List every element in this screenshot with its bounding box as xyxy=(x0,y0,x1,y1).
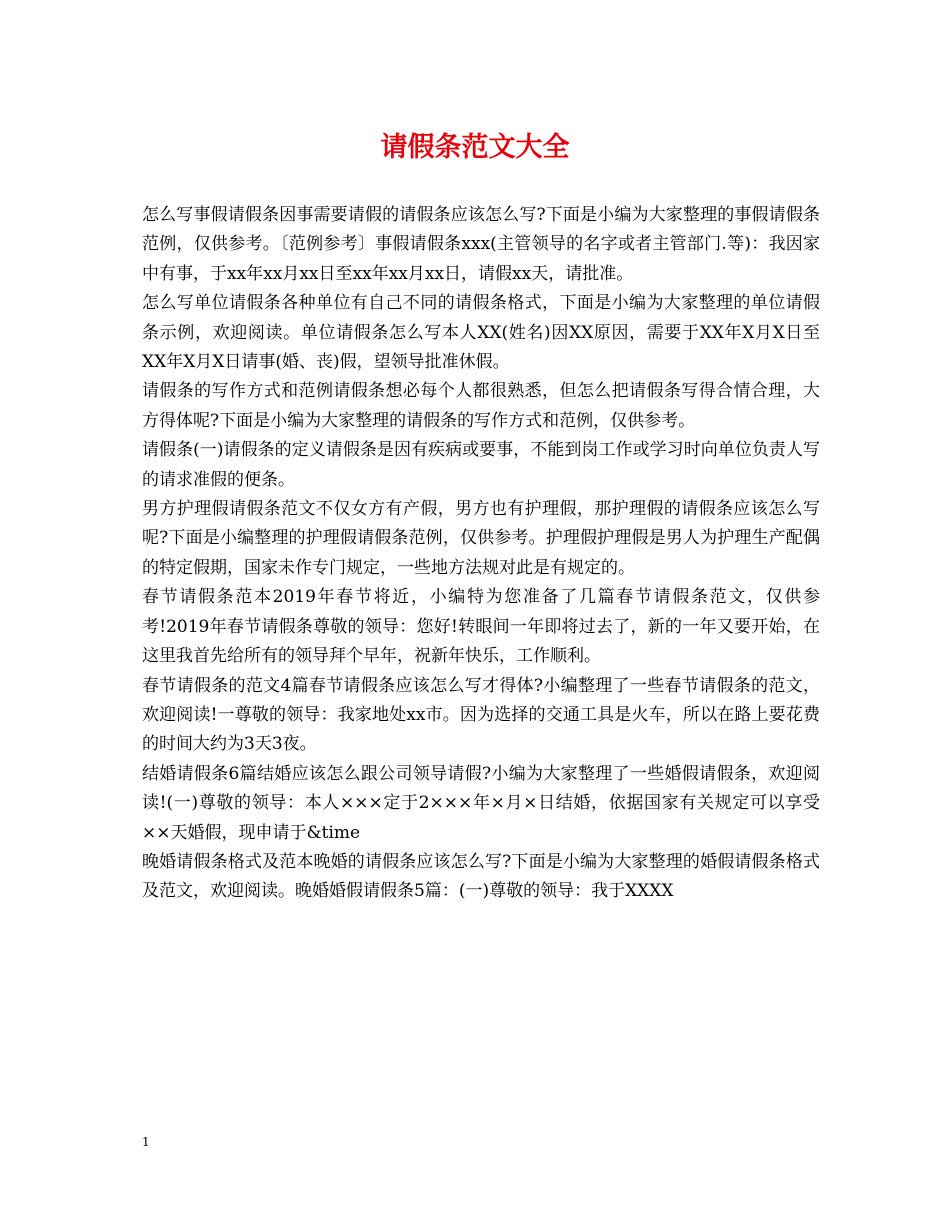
paragraph: 春节请假条范本2019年春节将近，小编特为您准备了几篇春节请假条范文，仅供参考!2019年春节请假条尊敬的领导：您好!转眼间一年即将过去了，新的一年又要开始，在这里我首先给所有的领导拜个早年，祝新年快乐，工作顺利。 xyxy=(142,587,820,667)
page-title: 请假条范文大全 xyxy=(380,132,570,163)
paragraph: 怎么写单位请假条各种单位有自己不同的请假条格式，下面是小编为大家整理的单位请假条示例，欢迎阅读。单位请假条怎么写本人XX(姓名)因XX原因，需要于XX年X月X日至XX年X月X日请事(婚、丧)假，望领导批准休假。 xyxy=(142,293,820,373)
paragraph: 晚婚请假条格式及范本晚婚的请假条应该怎么写?下面是小编为大家整理的婚假请假条格式及范文，欢迎阅读。晚婚婚假请假条5篇：(一)尊敬的领导：我于XXXX xyxy=(142,851,820,902)
paragraph: 请假条的写作方式和范例请假条想必每个人都很熟悉，但怎么把请假条写得合情合理，大方得体呢?下面是小编为大家整理的请假条的写作方式和范例，仅供参考。 xyxy=(142,381,820,431)
paragraph: 请假条(一)请假条的定义请假条是因有疾病或要事，不能到岗工作或学习时向单位负责人写的请求准假的便条。 xyxy=(142,440,820,490)
page-number: 1 xyxy=(142,1135,150,1149)
paragraph: 春节请假条的范文4篇春节请假条应该怎么写才得体?小编整理了一些春节请假条的范文，欢迎阅读!一尊敬的领导：我家地处xx市。因为选择的交通工具是火车，所以在路上要花费的时间大约为3天3夜。 xyxy=(142,675,820,755)
document-body xyxy=(142,201,820,907)
paragraph: 男方护理假请假条范文不仅女方有产假，男方也有护理假，那护理假的请假条应该怎么写呢?下面是小编整理的护理假请假条范例，仅供参考。护理假护理假是男人为护理生产配偶的特定假期，国家未作专门规定，一些地方法规对此是有规定的。 xyxy=(142,499,820,578)
paragraph: 结婚请假条6篇结婚应该怎么跟公司领导请假?小编为大家整理了一些婚假请假条，欢迎阅读!(一)尊敬的领导：本人×××定于2×××年×月×日结婚，依据国家有关规定可以享受××天婚假，现申请于&time xyxy=(142,763,820,843)
paragraph: 怎么写事假请假条因事需要请假的请假条应该怎么写?下面是小编为大家整理的事假请假条范例，仅供参考。〔范例参考〕事假请假条xxx(主管领导的名字或者主管部门.等)：我因家中有事，于xx年xx月xx日至xx年xx月xx日，请假xx天，请批准。 xyxy=(142,205,820,284)
